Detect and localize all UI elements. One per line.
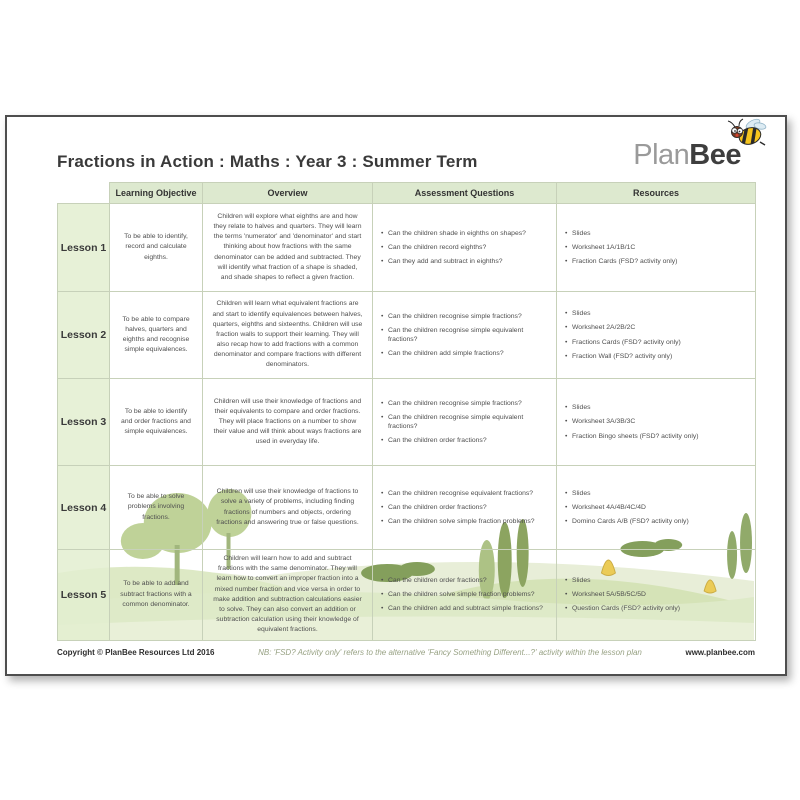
resources-list — [565, 403, 751, 441]
table-row — [58, 292, 756, 379]
bullet-item: • Can they add and subtract in eighths? — [381, 257, 552, 266]
corner-cell — [58, 183, 110, 204]
copyright-text: Copyright © PlanBee Resources Ltd 2016 — [57, 647, 215, 657]
bullet-item: • Slides — [565, 576, 751, 585]
lesson-label: Lesson 2 — [58, 292, 110, 379]
assessment-questions-list — [381, 229, 552, 267]
bullet-item: • Can the children recognise simple equivalent fractions? — [381, 413, 552, 431]
resources — [557, 292, 756, 379]
planbee-logo — [633, 139, 755, 172]
page-header — [57, 139, 755, 172]
overview-text: Children will use their knowledge of fractions and their equivalents to compare and order fractions. They will place fractions on a number to show their value and will think about ways fractions are used in everyday life. — [203, 379, 373, 466]
col-header-resources: Resources — [557, 183, 756, 204]
assessment-questions-list — [381, 576, 552, 614]
logo-text-plan: Plan — [633, 139, 690, 171]
bullet-item: • Fraction Bingo sheets (FSD? activity only) — [565, 432, 751, 441]
resources-list — [565, 576, 751, 614]
overview-text: Children will explore what eighths are and how they relate to halves and quarters. They will learn the terms 'numerator' and 'denominator' and start thinking about how fractions with the same denominator can be added and subtracted. They will identify what fraction of a shape is shaded, and shade shapes to reflect a given fraction. — [203, 204, 373, 292]
resources — [557, 379, 756, 466]
table-row — [58, 379, 756, 466]
fsd-note: NB: 'FSD? Activity only' refers to the alternative 'Fancy Something Different...?' activity within the lesson plan — [258, 647, 642, 657]
resources-list — [565, 489, 751, 527]
bullet-item: • Slides — [565, 489, 751, 498]
bullet-item: • Fraction Wall (FSD? activity only) — [565, 352, 751, 361]
bullet-item: • Can the children shade in eighths on shapes? — [381, 229, 552, 238]
col-header-assessment-questions: Assessment Questions — [373, 183, 557, 204]
lesson-plan-table — [57, 182, 756, 641]
bullet-item: • Fractions Cards (FSD? activity only) — [565, 338, 751, 347]
bullet-item: • Can the children order fractions? — [381, 503, 552, 512]
resources-list — [565, 309, 751, 361]
bullet-item: • Can the children recognise simple fractions? — [381, 312, 552, 321]
bullet-item: • Can the children order fractions? — [381, 576, 552, 585]
col-header-overview: Overview — [203, 183, 373, 204]
assessment-questions-list — [381, 489, 552, 527]
assessment-questions — [373, 292, 557, 379]
bullet-item: • Slides — [565, 229, 751, 238]
overview-text: Children will learn how to add and subtract fractions with the same denominator. They will learn how to convert an improper fraction into a mixed number fraction and vice versa in order to make addition and subtraction calculations easier to solve. They can also convert an addition or subtraction calculation using their knowledge of equivalent fractions. — [203, 550, 373, 641]
learning-objective: To be able to identify, record and calculate eighths. — [110, 204, 203, 292]
bullet-item: • Worksheet 2A/2B/2C — [565, 323, 751, 332]
resources — [557, 204, 756, 292]
assessment-questions — [373, 550, 557, 641]
bullet-item: • Worksheet 1A/1B/1C — [565, 243, 751, 252]
lesson-table-wrap — [57, 182, 755, 641]
resources-list — [565, 229, 751, 267]
resources — [557, 466, 756, 550]
bullet-item: • Slides — [565, 309, 751, 318]
lesson-label: Lesson 5 — [58, 550, 110, 641]
bullet-item: • Can the children solve simple fraction problems? — [381, 590, 552, 599]
logo-text-bee: Bee — [689, 139, 741, 171]
bullet-item: • Fraction Cards (FSD? activity only) — [565, 257, 751, 266]
bullet-item: • Worksheet 5A/5B/5C/5D — [565, 590, 751, 599]
lesson-rows — [58, 204, 756, 641]
col-header-learning-objective: Learning Objective — [110, 183, 203, 204]
page-footer — [57, 648, 755, 657]
assessment-questions-list — [381, 312, 552, 359]
overview-text: Children will learn what equivalent fractions are and start to identify equivalences between halves, quarters, eighths and sixteenths. Children will use fraction walls to support their learning. They will also recap how to add fractions with a common denominator and compare fractions with different denominators. — [203, 292, 373, 379]
lesson-label: Lesson 1 — [58, 204, 110, 292]
bullet-item: • Slides — [565, 403, 751, 412]
bullet-item: • Can the children solve simple fraction problems? — [381, 517, 552, 526]
website-link[interactable]: www.planbee.com — [685, 647, 755, 657]
bullet-item: • Can the children recognise simple equivalent fractions? — [381, 326, 552, 344]
assessment-questions-list — [381, 399, 552, 446]
learning-objective: To be able to solve problems involving fractions. — [110, 466, 203, 550]
learning-objective: To be able to add and subtract fractions with a common denominator. — [110, 550, 203, 641]
assessment-questions — [373, 204, 557, 292]
lesson-label: Lesson 4 — [58, 466, 110, 550]
table-row — [58, 466, 756, 550]
table-row — [58, 550, 756, 641]
bullet-item: • Can the children recognise equivalent fractions? — [381, 489, 552, 498]
learning-objective: To be able to compare halves, quarters and eighths and recognise simple equivalences. — [110, 292, 203, 379]
bullet-item: • Domino Cards A/B (FSD? activity only) — [565, 517, 751, 526]
bullet-item: • Worksheet 3A/3B/3C — [565, 417, 751, 426]
resources — [557, 550, 756, 641]
page-title: Fractions in Action : Maths : Year 3 : Summer Term — [57, 152, 478, 171]
lesson-label: Lesson 3 — [58, 379, 110, 466]
bullet-item: • Can the children add simple fractions? — [381, 349, 552, 358]
assessment-questions — [373, 379, 557, 466]
planbee-bee-icon — [723, 117, 767, 151]
bullet-item: • Worksheet 4A/4B/4C/4D — [565, 503, 751, 512]
lesson-plan-page — [5, 115, 787, 676]
table-header-row — [58, 183, 756, 204]
bullet-item: • Can the children record eighths? — [381, 243, 552, 252]
overview-text: Children will use their knowledge of fractions to solve a variety of problems, including finding fractions of numbers and objects, ordering fractions and answering true or false questions. — [203, 466, 373, 550]
bullet-item: • Question Cards (FSD? activity only) — [565, 604, 751, 613]
bullet-item: • Can the children order fractions? — [381, 436, 552, 445]
bullet-item: • Can the children add and subtract simple fractions? — [381, 604, 552, 613]
learning-objective: To be able to identify and order fractions and simple equivalences. — [110, 379, 203, 466]
table-row — [58, 204, 756, 292]
assessment-questions — [373, 466, 557, 550]
bullet-item: • Can the children recognise simple fractions? — [381, 399, 552, 408]
